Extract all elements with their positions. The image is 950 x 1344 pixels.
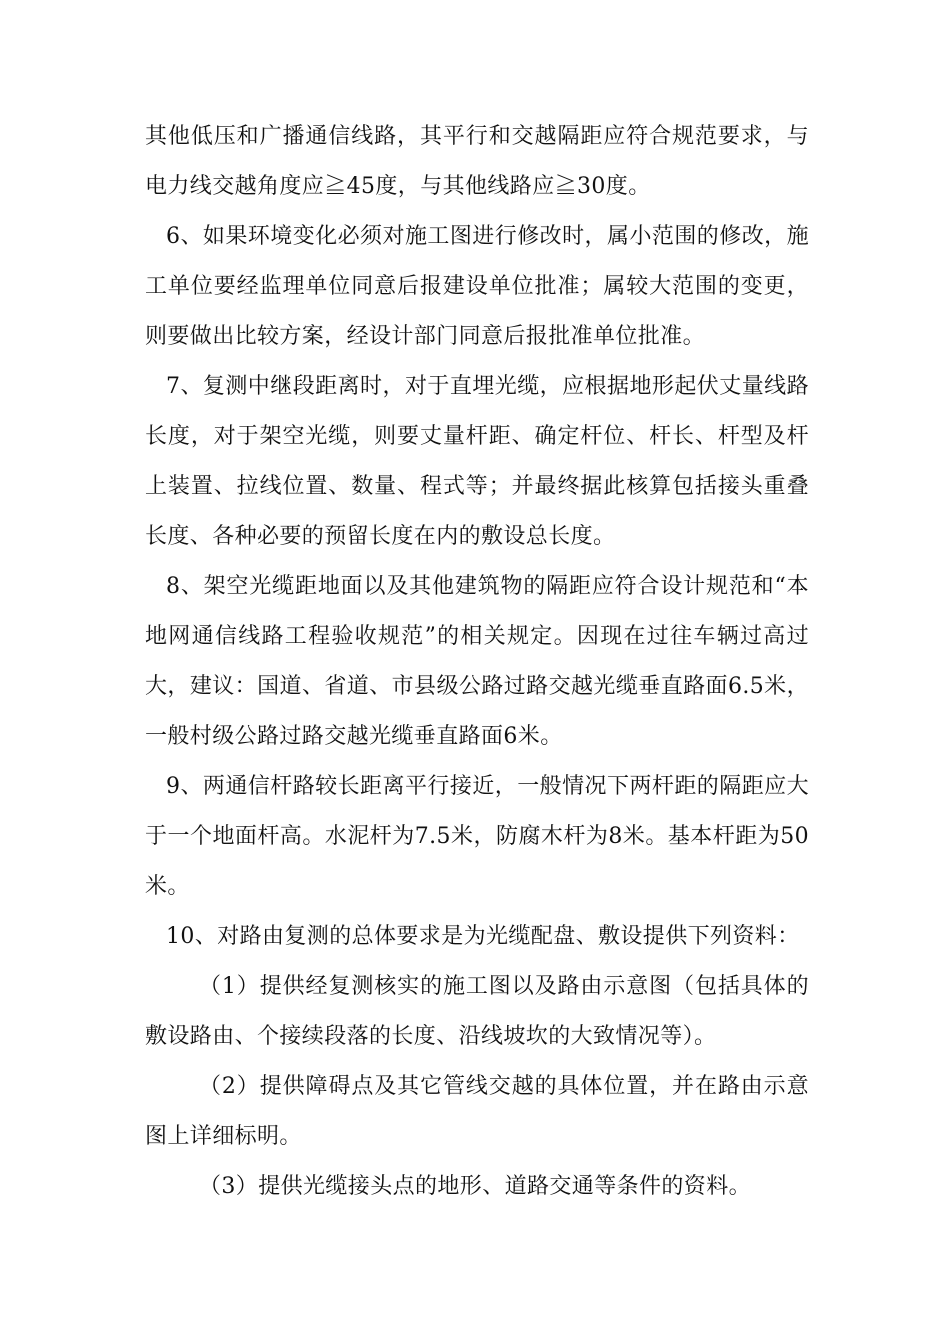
paragraph-item-8: 8、架空光缆距地面以及其他建筑物的隔距应符合设计规范和“本地网通信线路工程验收规范”的相关规定。因现在过往车辆过高过大，建议：国道、省道、市县级公路过路交越光缆垂直路面6.5米，一般村级公路过路交越光缆垂直路面6米。 <box>145 574 809 749</box>
paragraph-continuation: 其他低压和广播通信线路，其平行和交越隔距应符合规范要求，与电力线交越角度应≧45度，与其他线路应≧30度。 <box>145 124 809 199</box>
paragraph-subitem-3: （3）提供光缆接头点的地形、道路交通等条件的资料。 <box>199 1174 751 1199</box>
paragraph-item-10: 10、对路由复测的总体要求是为光缆配盘、敷设提供下列资料： <box>166 924 800 949</box>
paragraph-subitem-1: （1）提供经复测核实的施工图以及路由示意图（包括具体的敷设路由、个接续段落的长度、沿线坡坎的大致情况等）。 <box>145 974 809 1049</box>
document-body <box>145 112 809 1212</box>
paragraph-subitem-2: （2）提供障碍点及其它管线交越的具体位置，并在路由示意图上详细标明。 <box>145 1074 809 1149</box>
paragraph-item-7: 7、复测中继段距离时，对于直埋光缆，应根据地形起伏丈量线路长度，对于架空光缆，则要丈量杆距、确定杆位、杆长、杆型及杆上装置、拉线位置、数量、程式等；并最终据此核算包括接头重叠长度、各种必要的预留长度在内的敷设总长度。 <box>145 374 809 549</box>
paragraph-item-6: 6、如果环境变化必须对施工图进行修改时，属小范围的修改，施工单位要经监理单位同意后报建设单位批准；属较大范围的变更，则要做出比较方案，经设计部门同意后报批准单位批准。 <box>145 224 809 349</box>
paragraph-item-9: 9、两通信杆路较长距离平行接近，一般情况下两杆距的隔距应大于一个地面杆高。水泥杆为7.5米，防腐木杆为8米。基本杆距为50米。 <box>145 774 809 899</box>
